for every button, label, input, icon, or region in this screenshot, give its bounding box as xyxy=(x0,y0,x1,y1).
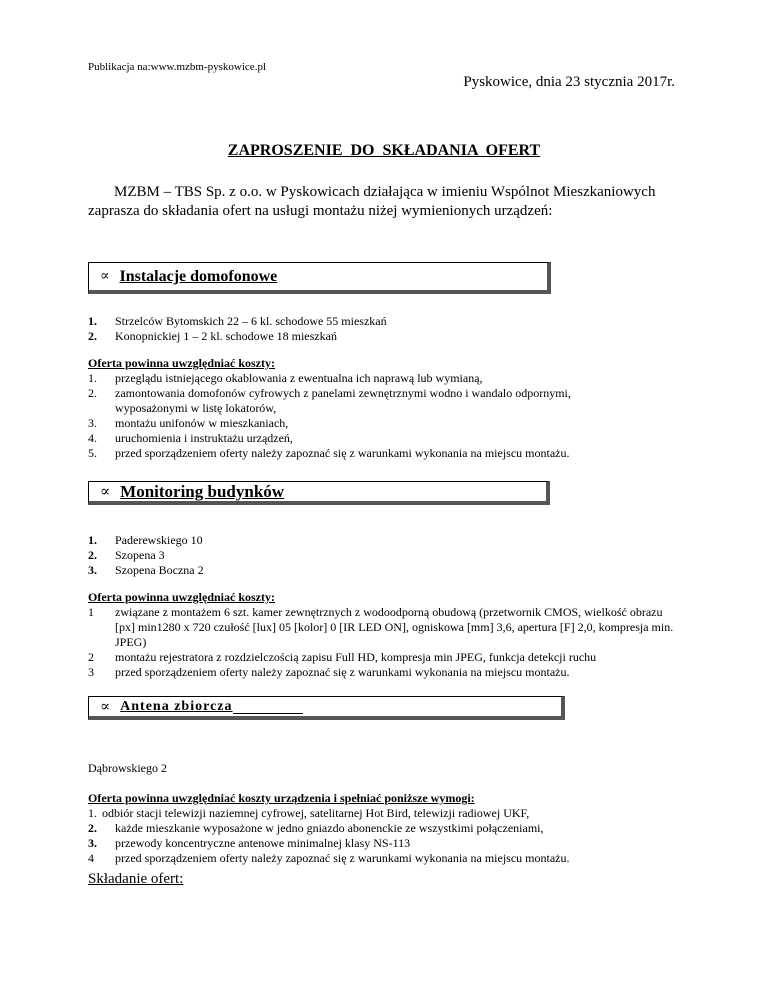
antenna-costs xyxy=(88,791,688,866)
intercom-costs xyxy=(88,356,688,461)
list-number: 2. xyxy=(88,821,97,835)
list-item xyxy=(88,533,688,548)
list-number: 2. xyxy=(88,386,97,400)
list-text: związane z montażem 6 szt. kamer zewnętrznych z wodoodporną obudową (przetwornik CMOS, wielkość obrazu [px] min1280 x 720 czułość [lux] 05 [kolor] 0 [IR LED ON], ogniskowa [mm] 3,6, apertura [F] 2,0, kompresja min. JPEG) xyxy=(115,605,674,649)
publication-source: Publikacja na:www.mzbm-pyskowice.pl xyxy=(88,61,266,73)
section-heading-intercom xyxy=(88,262,551,294)
list-text: przed sporządzeniem oferty należy zapoznać się z warunkami wykonania na miejscu montażu. xyxy=(115,851,570,865)
list-number: 3 xyxy=(88,665,94,679)
list-number: 5. xyxy=(88,446,97,460)
proportional-symbol-icon: ∝ xyxy=(100,699,111,715)
list-item xyxy=(88,446,688,461)
footer-heading: Składanie ofert: xyxy=(88,871,184,887)
monitoring-costs xyxy=(88,590,688,680)
list-item xyxy=(88,836,688,851)
document-title: ZAPROSZENIE DO SKŁADANIA OFERT xyxy=(227,142,541,159)
list-item xyxy=(88,665,688,680)
list-text: Konopnickiej 1 – 2 kl. schodowe 18 mieszkań xyxy=(115,329,337,343)
list-item xyxy=(88,821,688,836)
list-item xyxy=(88,431,688,446)
list-text: Paderewskiego 10 xyxy=(115,533,203,547)
list-number: 3. xyxy=(88,836,97,850)
list-number: 2. xyxy=(88,329,97,343)
list-number: 2 xyxy=(88,650,94,664)
list-item xyxy=(88,386,688,416)
list-item xyxy=(88,314,688,329)
costs-label: Oferta powinna uwzględniać koszty urządzenia i spełniać poniższe wymogi: xyxy=(88,791,475,805)
list-number: 2. xyxy=(88,548,97,562)
proportional-symbol-icon: ∝ xyxy=(100,484,111,500)
list-text: Szopena 3 xyxy=(115,548,165,562)
list-item xyxy=(88,806,688,821)
list-item xyxy=(88,563,688,578)
antenna-location: Dąbrowskiego 2 xyxy=(88,761,167,775)
list-text: odbiór stacji telewizji naziemnej cyfrowej, satelitarnej Hot Bird, telewizji radiowej UKF, xyxy=(102,806,530,820)
list-item xyxy=(88,851,688,866)
section-heading-text: Antena zbiorcza xyxy=(120,698,233,714)
list-number: 1. xyxy=(88,371,97,385)
list-text: przewody koncentryczne antenowe minimalnej klasy NS-113 xyxy=(115,836,411,850)
costs-label: Oferta powinna uwzględniać koszty: xyxy=(88,590,275,604)
section-heading-antenna xyxy=(88,696,565,720)
list-number: 1. xyxy=(88,533,97,547)
list-text: montażu unifonów w mieszkaniach, xyxy=(115,416,289,430)
list-item xyxy=(88,548,688,563)
intercom-locations xyxy=(88,314,688,344)
list-item xyxy=(88,371,688,386)
list-text: zamontowania domofonów cyfrowych z panelami zewnętrznymi wodno i wandalo odpornymi, wyposażonymi w listę lokatorów, xyxy=(115,386,571,415)
section-heading-text: Monitoring budynków xyxy=(120,481,285,501)
list-item xyxy=(88,605,688,650)
list-text: każde mieszkanie wyposażone w jedno gniazdo abonenckie ze wszystkimi połączeniami, xyxy=(115,821,544,835)
section-heading-text: Instalacje domofonowe xyxy=(119,267,278,285)
list-item xyxy=(88,329,688,344)
monitoring-locations xyxy=(88,533,688,578)
list-text: Strzelców Bytomskich 22 – 6 kl. schodowe 55 mieszkań xyxy=(115,314,387,328)
list-text: przed sporządzeniem oferty należy zapoznać się z warunkami wykonania na miejscu montażu. xyxy=(115,446,570,460)
list-item xyxy=(88,650,688,665)
costs-label: Oferta powinna uwzględniać koszty: xyxy=(88,356,275,370)
list-number: 3. xyxy=(88,563,97,577)
intro-paragraph: MZBM – TBS Sp. z o.o. w Pyskowicach działająca w imieniu Wspólnot Mieszkaniowych zaprasza do składania ofert na usługi montażu niżej wymienionych urządzeń: xyxy=(88,184,656,219)
list-number: 4 xyxy=(88,851,94,865)
list-text: przed sporządzeniem oferty należy zapoznać się z warunkami wykonania na miejscu montażu. xyxy=(115,665,570,679)
proportional-symbol-icon: ∝ xyxy=(100,269,110,284)
list-number: 1. xyxy=(88,314,97,328)
list-number: 3. xyxy=(88,416,97,430)
list-text: przeglądu istniejącego okablowania z ewentualna ich naprawą lub wymianą, xyxy=(115,371,483,385)
list-text: uruchomienia i instruktażu urządzeń, xyxy=(115,431,293,445)
section-heading-monitoring xyxy=(88,481,550,505)
list-item xyxy=(88,416,688,431)
heading-underline-tail xyxy=(233,699,303,714)
list-number: 4. xyxy=(88,431,97,445)
list-number: 1 xyxy=(88,605,94,619)
list-text: montażu rejestratora z rozdzielczością zapisu Full HD, kompresja min JPEG, funkcja detekcji ruchu xyxy=(115,650,597,664)
list-number: 1. xyxy=(88,806,97,820)
document-date: Pyskowice, dnia 23 stycznia 2017r. xyxy=(463,74,675,90)
list-text: Szopena Boczna 2 xyxy=(115,563,204,577)
